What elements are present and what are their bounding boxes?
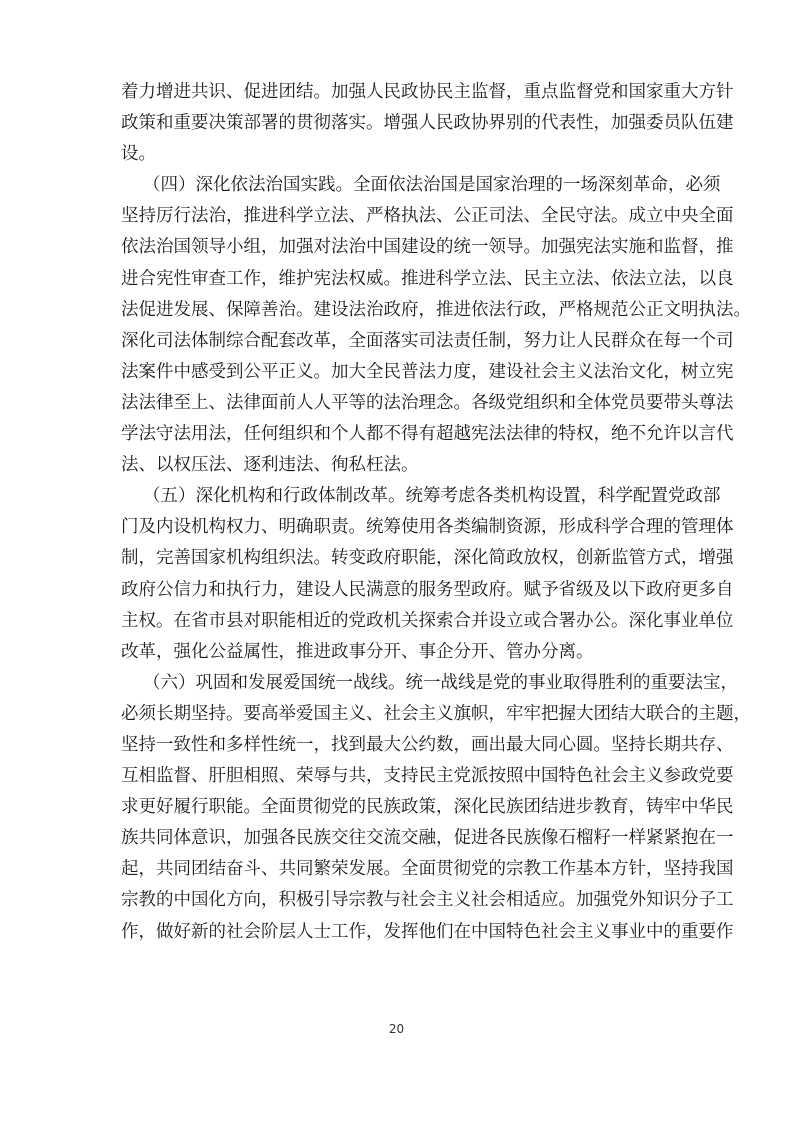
text-line-17: 政府公信力和执行力，建设人民满意的服务型政府。赋予省级及以下政府更多自: [121, 579, 734, 600]
text-line-11: 法法律至上、法律面前人人平等的法治理念。各级党组织和全体党员要带头尊法: [121, 392, 734, 413]
text-line-22: 坚持一致性和多样性统一，找到最大公约数，画出最大同心圆。坚持长期共存、: [121, 734, 734, 755]
text-line-12: 学法守法用法，任何组织和个人都不得有超越宪法法律的特权，绝不允许以言代: [121, 424, 734, 445]
text-line-26: 起，共同团结奋斗、共同繁荣发展。全面贯彻党的宗教工作基本方针，坚持我国: [121, 859, 734, 880]
text-line-2: 政策和重要决策部署的贯彻落实。增强人民政协界别的代表性，加强委员队伍建: [121, 113, 734, 134]
text-line-9: 深化司法体制综合配套改革，全面落实司法责任制，努力让人民群众在每一个司: [121, 330, 734, 351]
text-line-27: 宗教的中国化方向，积极引导宗教与社会主义社会相适应。加强党外知识分子工: [121, 890, 734, 911]
text-line-25: 族共同体意识，加强各民族交往交流交融，促进各民族像石榴籽一样紧紧抱在一: [121, 828, 734, 849]
text-line-6: 依法治国领导小组，加强对法治中国建设的统一领导。加强宪法实施和监督，推: [121, 237, 734, 258]
text-line-7: 进合宪性审查工作，维护宪法权威。推进科学立法、民主立法、依法立法，以良: [121, 268, 734, 289]
section-six-heading-line: （六）巩固和发展爱国统一战线。统一战线是党的事业取得胜利的重要法宝，: [143, 672, 738, 693]
text-line-5: 坚持厉行法治，推进科学立法、严格执法、公正司法、全民守法。成立中央全面: [121, 206, 734, 227]
text-line-24: 求更好履行职能。全面贯彻党的民族政策，深化民族团结进步教育，铸牢中华民: [121, 797, 734, 818]
text-line-21: 必须长期坚持。要高举爱国主义、社会主义旗帜，牢牢把握大团结大联合的主题，: [121, 703, 751, 724]
text-line-15: 门及内设机构权力、明确职责。统筹使用各类编制资源，形成科学合理的管理体: [121, 517, 734, 538]
text-line-16: 制，完善国家机构组织法。转变政府职能，深化简政放权，创新监管方式，增强: [121, 548, 734, 569]
text-line-23: 互相监督、肝胆相照、荣辱与共，支持民主党派按照中国特色社会主义参政党要: [121, 766, 734, 787]
page-number: 20: [388, 1022, 405, 1036]
text-line-3: 设。: [121, 144, 156, 165]
text-line-18: 主权。在省市县对职能相近的党政机关探索合并设立或合署办公。深化事业单位: [121, 610, 734, 631]
text-line-28: 作，做好新的社会阶层人士工作，发挥他们在中国特色社会主义事业中的重要作: [121, 921, 734, 942]
section-five-heading-line: （五）深化机构和行政体制改革。统筹考虑各类机构设置，科学配置党政部: [143, 486, 721, 507]
text-line-19: 改革，强化公益属性，推进政事分开、事企分开、管办分离。: [121, 641, 594, 662]
text-line-10: 法案件中感受到公平正义。加大全民普法力度，建设社会主义法治文化，树立宪: [121, 361, 734, 382]
text-line-1: 着力增进共识、促进团结。加强人民政协民主监督，重点监督党和国家重大方针: [121, 82, 734, 102]
section-four-heading-line: （四）深化依法治国实践。全面依法治国是国家治理的一场深刻革命，必须: [143, 175, 721, 196]
text-line-13: 法、以权压法、逐利违法、徇私枉法。: [121, 455, 419, 476]
document-body: [121, 77, 751, 948]
text-line-8: 法促进发展、保障善治。建设法治政府，推进依法行政，严格规范公正文明执法。: [121, 299, 751, 320]
